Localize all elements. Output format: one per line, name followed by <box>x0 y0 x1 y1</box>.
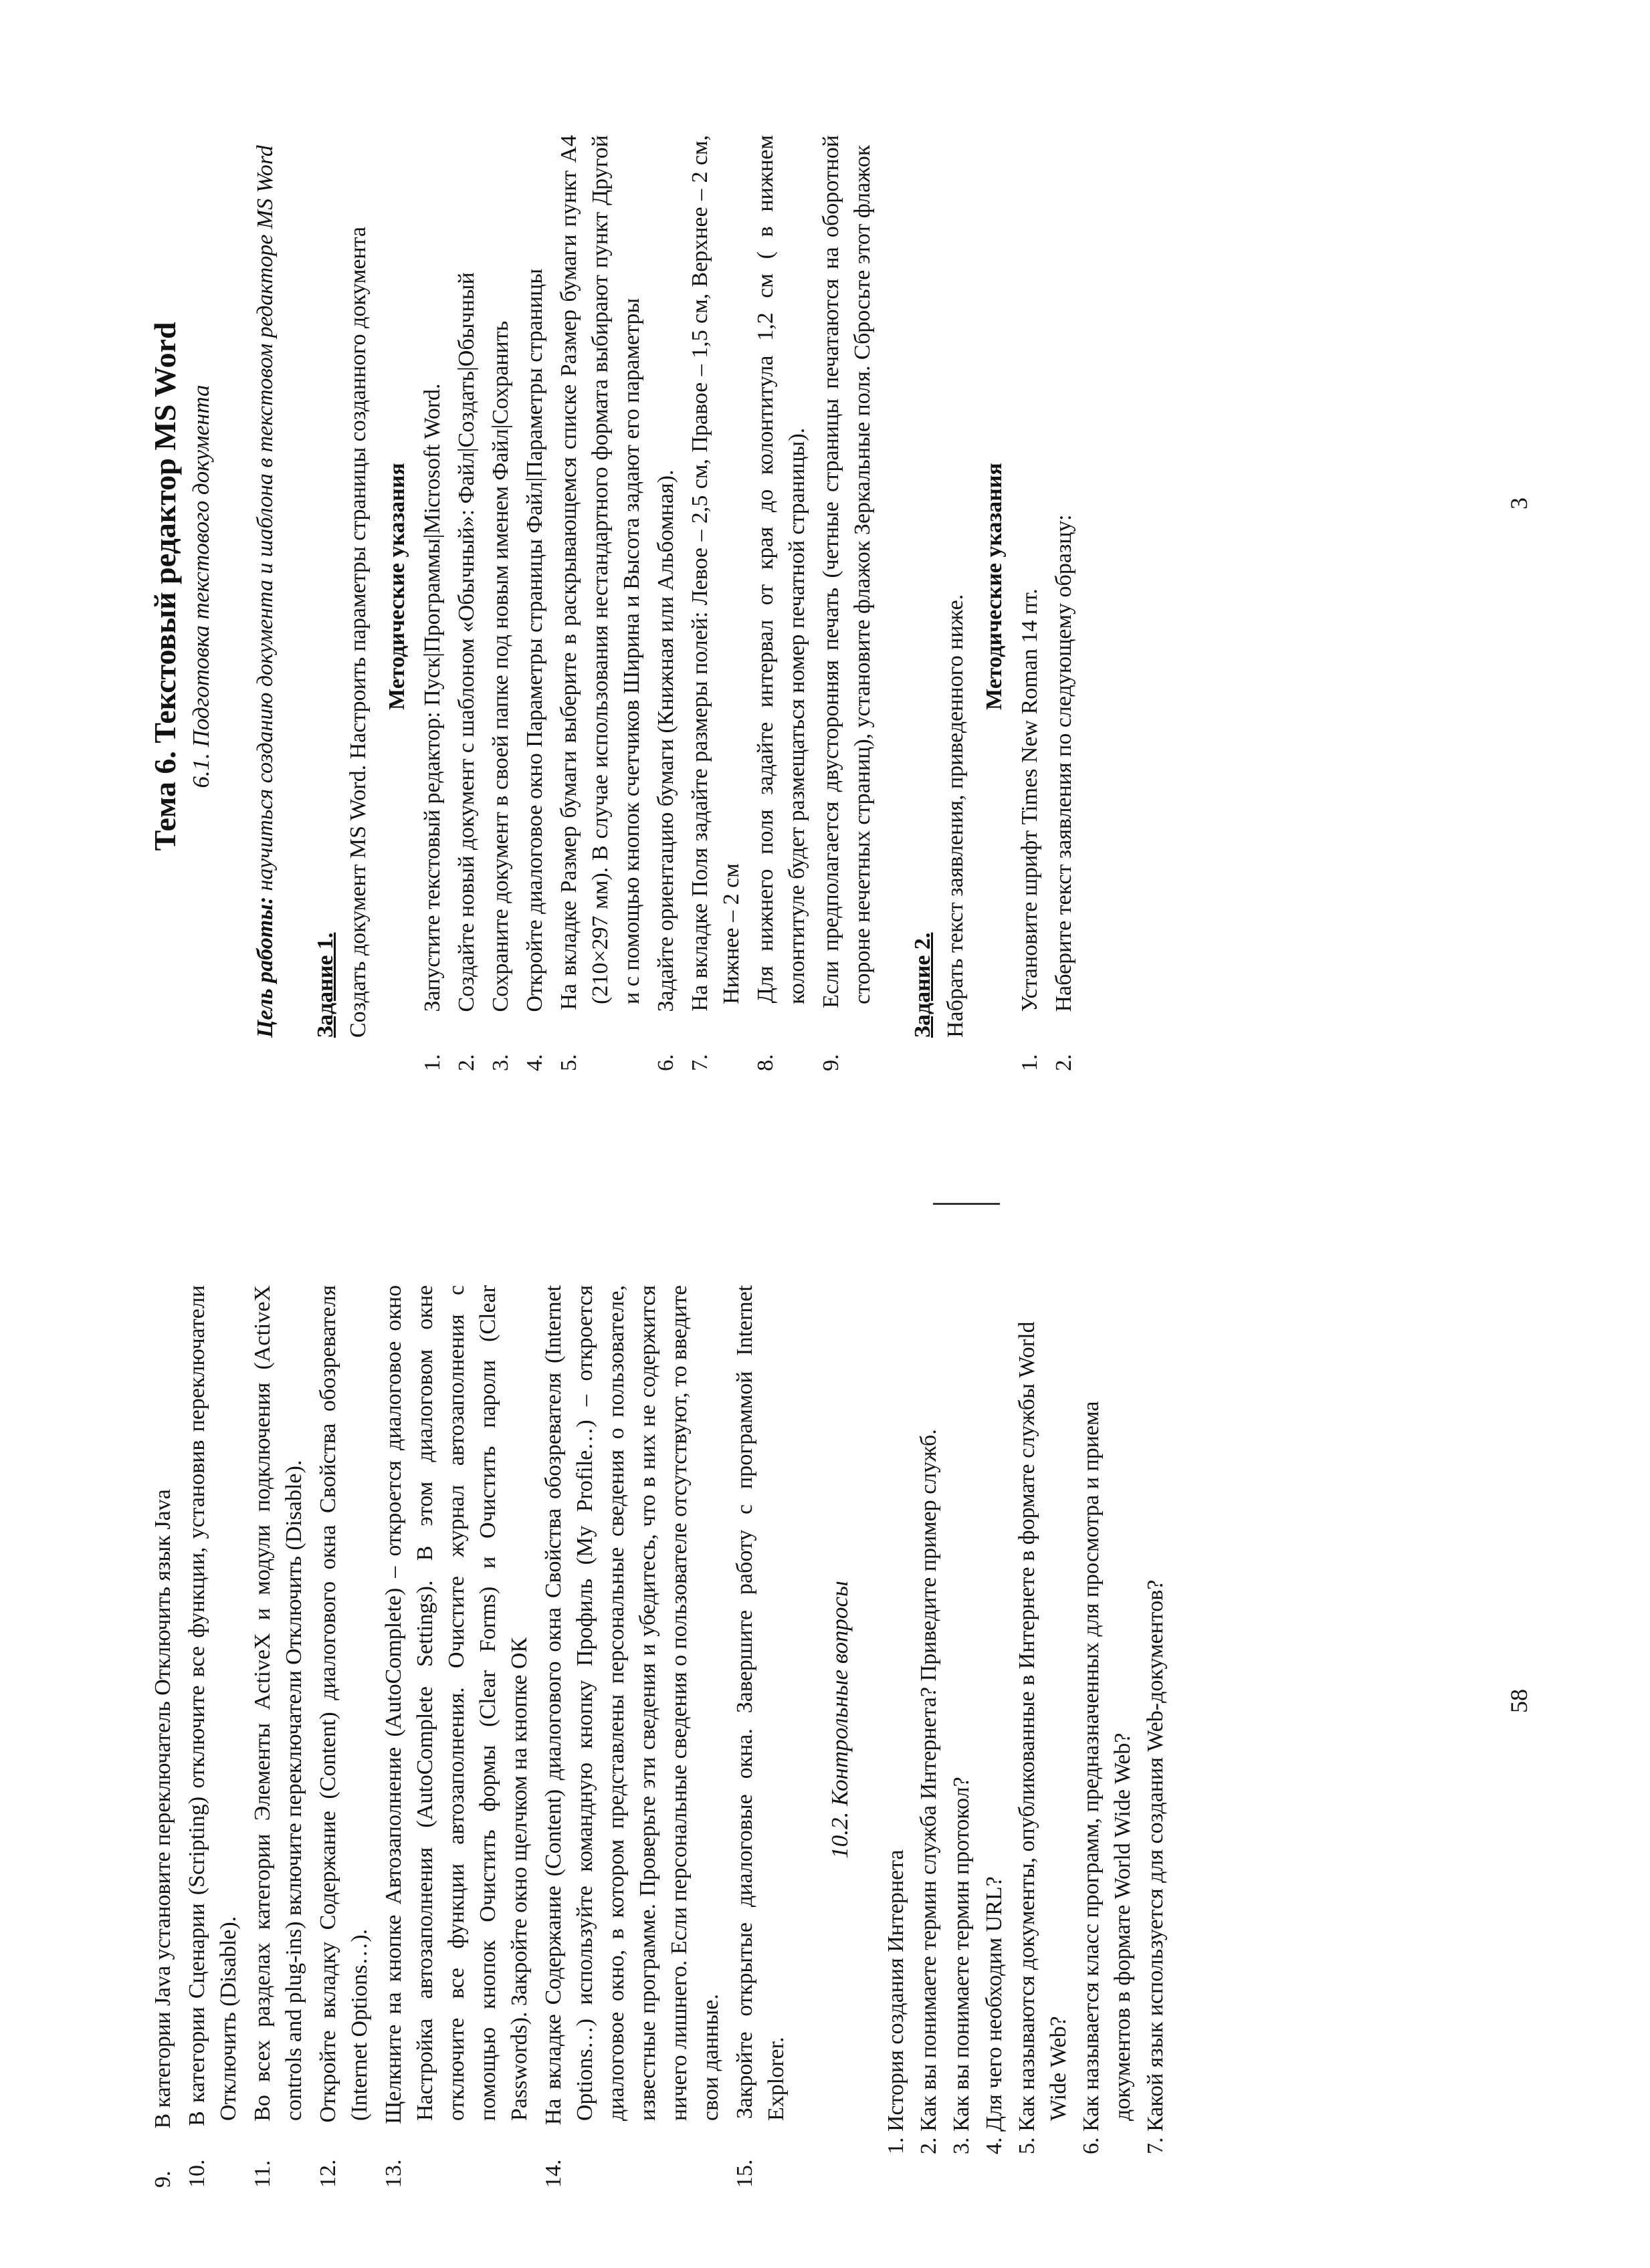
question-item <box>1140 1285 1171 2154</box>
method-title: Методические указания <box>982 463 1007 710</box>
item-text: Закройте открытые диалоговые окна. Завершите работу с программой Internet Explorer. <box>732 1284 789 2121</box>
list-item <box>378 1285 535 2188</box>
goal-paragraph <box>249 135 281 1038</box>
step-text: На вкладке Поля задайте размеры полей: Левое – 2,5 см, Правое – 1,5 см, Верхнее – 2 см, Нижнее – 2 см <box>688 135 744 1012</box>
step-number: 6. <box>653 1054 678 1071</box>
item-number: 10. <box>185 2159 209 2188</box>
item-text: В категории Java установите переключатель Отключить язык Java <box>150 1489 175 2129</box>
step-number: 7. <box>688 1054 712 1071</box>
question-item <box>880 1285 912 2154</box>
list-item <box>147 1285 179 2188</box>
list-item <box>181 1285 244 2188</box>
question-text: Как вы понимаете термин протокол? <box>949 1777 974 2132</box>
step-text: Запустите текстовый редактор: Пуск|Программы|Microsoft Word. <box>420 383 445 1012</box>
step-item <box>417 135 448 1071</box>
step-item <box>519 135 550 1071</box>
step-item <box>750 135 813 1071</box>
question-number: 7. <box>1143 2137 1168 2154</box>
step-item <box>553 134 647 1071</box>
item-number: 15. <box>732 2159 757 2188</box>
question-number: 3. <box>949 2137 974 2154</box>
step-number: 8. <box>753 1054 778 1071</box>
question-number: 2. <box>916 2137 941 2154</box>
step-number: 1. <box>1017 1054 1042 1071</box>
step-text: На вкладке Размер бумаги выберите в раскрывающемся списке Размер бумаги пункт А4 (210×297 мм). В случае использования нестандартного формата выбирают пункт Другой и с помощью кнопок счетчиков Ширина и Высота задают его параметры <box>556 134 644 1010</box>
question-text: История создания Интернета <box>884 1849 908 2132</box>
item-text: В категории Сценарии (Scripting) отключите все функции, установив переключатели Отключить (Disable). <box>185 1285 241 2126</box>
list-item <box>247 1285 310 2188</box>
step-item <box>1048 135 1079 1071</box>
step-text: Создайте новый документ с шаблоном «Обычный»: Файл|Создать|Обычный <box>454 272 479 1012</box>
question-item <box>978 1285 1010 2154</box>
task-1-text: Создать документ MS Word. Настроить параметры страницы созданного документа <box>346 226 371 1038</box>
item-number: 9. <box>150 2170 175 2188</box>
page-number: 3 <box>1506 497 1532 509</box>
item-number: 11. <box>250 2160 275 2188</box>
step-number: 3. <box>488 1054 513 1071</box>
step-number: 9. <box>819 1054 843 1071</box>
question-item <box>1011 1285 1074 2154</box>
step-item <box>1014 135 1045 1071</box>
item-number: 14. <box>541 2159 566 2188</box>
question-number: 1. <box>884 2137 908 2154</box>
question-text: Какой язык используется для создания Web-документов? <box>1143 1579 1168 2132</box>
method-title: Методические указания <box>385 463 409 710</box>
question-text: Как называются документы, опубликованные в Интернете в формате службы World Wide Web? <box>1015 1321 1071 2132</box>
item-text: На вкладке Содержание (Content) диалогового окна Свойства обозревателя (Internet Options…) используйте командную кнопку Профиль (My Profile…) – откроется диалоговое окно, в котором представлены персональные сведения о пользователе, известные программе. Проверьте эти сведения и убедитесь, что в них не содержится ничего лишнего. Если персональные сведения о пользователе отсутствуют, то введите свои данные. <box>541 1284 723 2126</box>
margin-rule <box>933 1203 1000 1205</box>
spacer <box>881 135 910 1038</box>
step-number: 1. <box>420 1054 445 1071</box>
step-text: Установите шрифт Times New Roman 14 пт. <box>1017 588 1042 1012</box>
item-number: 13. <box>381 2159 406 2188</box>
list-item <box>312 1284 375 2188</box>
step-text: Сохраните документ в своей папке под новым именем Файл|Сохранить <box>488 320 513 1012</box>
step-number: 4. <box>522 1054 547 1071</box>
step-text: Наберите текст заявления по следующему образцу: <box>1051 514 1076 1012</box>
question-item <box>913 1285 944 2154</box>
item-text: Во всех разделах категории Элементы ActiveX и модули подключения (ActiveX controls and plug-ins) включите переключатели Отключить (Disable). <box>250 1285 306 2122</box>
step-text: Если предполагается двусторонняя печать (четные страницы печатаются на оборотной стороне нечетных страниц), установите флажок Зеркальные поля. Сбросьте этот флажок <box>819 135 875 1008</box>
question-number: 5. <box>1015 2137 1039 2154</box>
page-3 <box>147 134 1082 1071</box>
list-item <box>538 1284 726 2188</box>
step-item <box>485 135 516 1071</box>
theme-title: Тема 6. Текстовый редактор MS Word <box>148 322 182 851</box>
step-item <box>815 135 878 1071</box>
goal-text: научиться созданию документа и шаблона в текстовом редакторе MS Word <box>253 145 278 891</box>
page-number: 58 <box>1506 1689 1532 1713</box>
section-title: 10.2. Контрольные вопросы <box>827 1581 853 1859</box>
step-text: Откройте диалоговое окно Параметры страницы Файл|Параметры страницы <box>522 268 547 1012</box>
list-item <box>729 1284 792 2188</box>
question-item <box>946 1285 977 2154</box>
step-number: 5. <box>556 1054 581 1071</box>
task-2-label: Задание 2. <box>910 932 935 1038</box>
step-text: Задайте ориентацию бумаги (Книжная или Альбомная). <box>653 469 678 1012</box>
question-text: Как называется класс программ, предназначенных для просмотра и приема документов в формате World Wide Web? <box>1079 1401 1135 2132</box>
question-item <box>1075 1285 1138 2154</box>
item-number: 12. <box>316 2159 340 2188</box>
step-number: 2. <box>1051 1054 1076 1071</box>
task-2-text: Набрать текст заявления, приведенного ниже. <box>943 594 968 1038</box>
question-number: 4. <box>982 2137 1007 2154</box>
question-text: Для чего необходим URL? <box>982 1876 1007 2132</box>
item-text: Щелкните на кнопке Автозаполнение (AutoComplete) – откроется диалоговое окно Настройка автозаполнения (AutoComplete Settings). В этом диалоговом окне отключите все функции автозаполнения. Очистите журнал автозаполнения с помощью кнопок Очистить формы (Clear Forms) и Очистить пароли (Clear Passwords). Закройте окно щелчком на кнопке ОК <box>381 1285 532 2124</box>
step-text: Для нижнего поля задайте интервал от края до колонтитула 1,2 см ( в нижнем колонтитуле будет размещаться номер печатной страницы). <box>753 135 809 1004</box>
question-text: Как вы понимаете термин служба Интернета? Приведите пример служб. <box>916 1429 941 2132</box>
item-text: Откройте вкладку Содержание (Content) диалогового окна Свойства обозревателя (Internet Options…). <box>316 1284 372 2123</box>
step-item <box>650 135 682 1071</box>
step-item <box>451 135 482 1071</box>
theme-subtitle: 6.1. Подготовка текстового документа <box>188 384 214 788</box>
goal-label: Цель работы: <box>253 896 278 1038</box>
page-58 <box>147 1284 1172 2188</box>
step-item <box>684 135 747 1071</box>
task-1-label: Задание 1. <box>313 932 338 1038</box>
step-number: 2. <box>454 1054 479 1071</box>
question-number: 6. <box>1079 2137 1104 2154</box>
